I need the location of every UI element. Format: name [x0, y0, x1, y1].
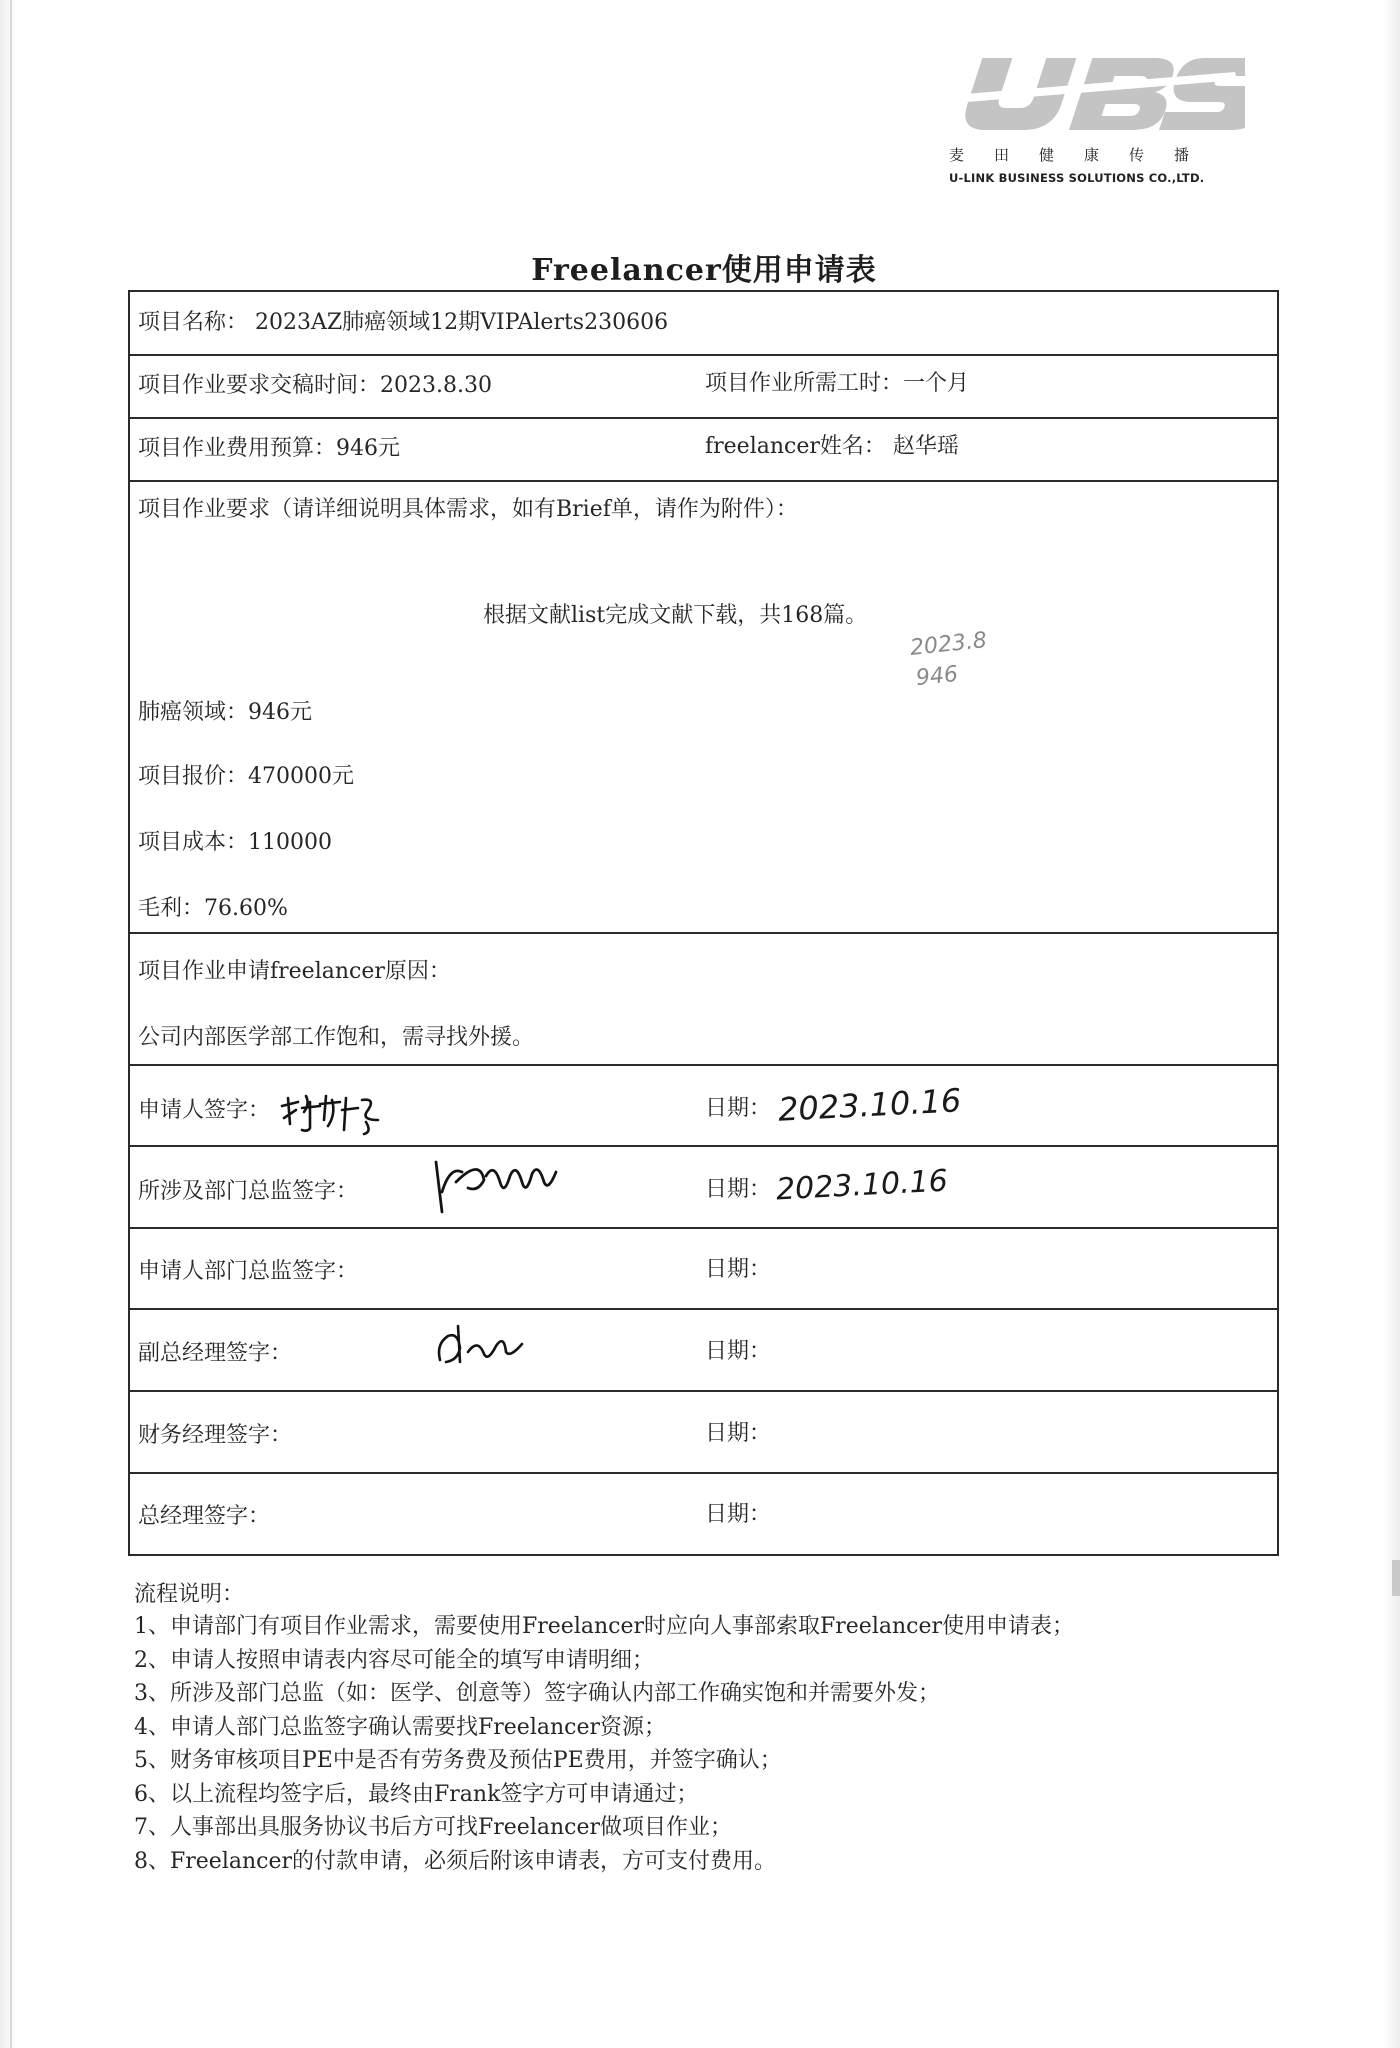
row-divider [130, 1145, 1277, 1147]
row-divider [130, 932, 1277, 934]
application-form [128, 290, 1279, 1556]
vice-gm-signature-mark [434, 1322, 534, 1368]
budget: 项目作业费用预算：946元 [138, 436, 400, 461]
vice-gm-signature-label: 副总经理签字： [138, 1341, 293, 1366]
applicant-date-label: 日期： [705, 1096, 772, 1121]
process-note-item: 5、财务审核项目PE中是否有劳务费及预估PE费用，并签字确认； [134, 1748, 782, 1773]
process-notes-title: 流程说明： [134, 1582, 245, 1607]
deadline: 项目作业要求交稿时间：2023.8.30 [138, 373, 492, 398]
process-note-item: 8、Freelancer的付款申请，必须后附该申请表，方可支付费用。 [134, 1848, 776, 1874]
project-cost: 项目成本：110000 [138, 830, 332, 855]
applicant-director-signature-label: 申请人部门总监签字： [138, 1259, 359, 1284]
process-notes [134, 1580, 1314, 1878]
department-director-signature-mark [428, 1152, 568, 1222]
process-note-item: 7、人事部出具服务协议书后方可找Freelancer做项目作业； [134, 1815, 732, 1840]
field-amount: 肺癌领域：946元 [138, 700, 312, 725]
ubs-logo-mark [945, 50, 1245, 145]
general-manager-date-label: 日期： [705, 1502, 772, 1527]
row-divider [130, 417, 1277, 419]
finance-manager-signature-label: 财务经理签字： [138, 1423, 293, 1448]
process-note-item: 3、所涉及部门总监（如：医学、创意等）签字确认内部工作确实饱和并需要外发； [134, 1681, 940, 1706]
freelancer-name: freelancer姓名： 赵华瑶 [705, 434, 959, 459]
paper-edge-mark [1392, 1560, 1400, 1596]
company-logo [945, 50, 1245, 190]
applicant-signature-label: 申请人签字： [138, 1098, 271, 1123]
row-divider [130, 480, 1277, 482]
pencil-note-amount: 946 [914, 661, 960, 692]
row-divider [130, 1227, 1277, 1229]
finance-manager-date-label: 日期： [705, 1421, 772, 1446]
duration: 项目作业所需工时：一个月 [705, 371, 970, 396]
requirements-label: 项目作业要求（请详细说明具体需求，如有Brief单，请作为附件）： [138, 497, 798, 522]
logo-chinese-name: 麦田健康传播 [949, 146, 1220, 164]
applicant-signature-mark [280, 1080, 390, 1136]
row-divider [130, 1472, 1277, 1474]
process-note-item: 4、申请人部门总监签字确认需要找Freelancer资源； [134, 1714, 666, 1740]
applicant-director-date-label: 日期： [705, 1257, 772, 1282]
process-note-item: 1、申请部门有项目作业需求，需要使用Freelancer时应向人事部索取Freelancer使用申请表； [134, 1614, 1074, 1639]
process-note-item: 6、以上流程均签字后，最终由Frank签字方可申请通过； [134, 1781, 699, 1807]
department-director-date-label: 日期： [705, 1177, 772, 1202]
project-quote: 项目报价：470000元 [138, 764, 354, 789]
reason-text: 公司内部医学部工作饱和，需寻找外援。 [138, 1025, 535, 1050]
department-director-date-value: 2023.10.16 [775, 1163, 949, 1208]
department-director-signature-label: 所涉及部门总监签字： [138, 1179, 359, 1204]
requirements-detail: 根据文献list完成文献下载，共168篇。 [483, 603, 868, 628]
row-divider [130, 354, 1277, 356]
process-note-item: 2、申请人按照申请表内容尽可能全的填写申请明细； [134, 1647, 654, 1673]
row-divider [130, 1390, 1277, 1392]
gross-margin: 毛利：76.60% [138, 896, 288, 921]
reason-label: 项目作业申请freelancer原因： [138, 959, 451, 984]
vice-gm-date-label: 日期： [705, 1339, 772, 1364]
pencil-note-date: 2023.8 [908, 628, 989, 661]
applicant-date-value: 2023.10.16 [777, 1081, 963, 1129]
form-title: Freelancer使用申请表 [531, 253, 877, 288]
general-manager-signature-label: 总经理签字： [138, 1504, 271, 1529]
project-name: 项目名称： 2023AZ肺癌领域12期VIPAlerts230606 [138, 310, 669, 335]
process-notes-list [134, 1610, 1314, 1878]
logo-english-name: U-LINK BUSINESS SOLUTIONS CO.,LTD. [949, 171, 1205, 185]
row-divider [130, 1308, 1277, 1310]
row-divider [130, 1064, 1277, 1066]
